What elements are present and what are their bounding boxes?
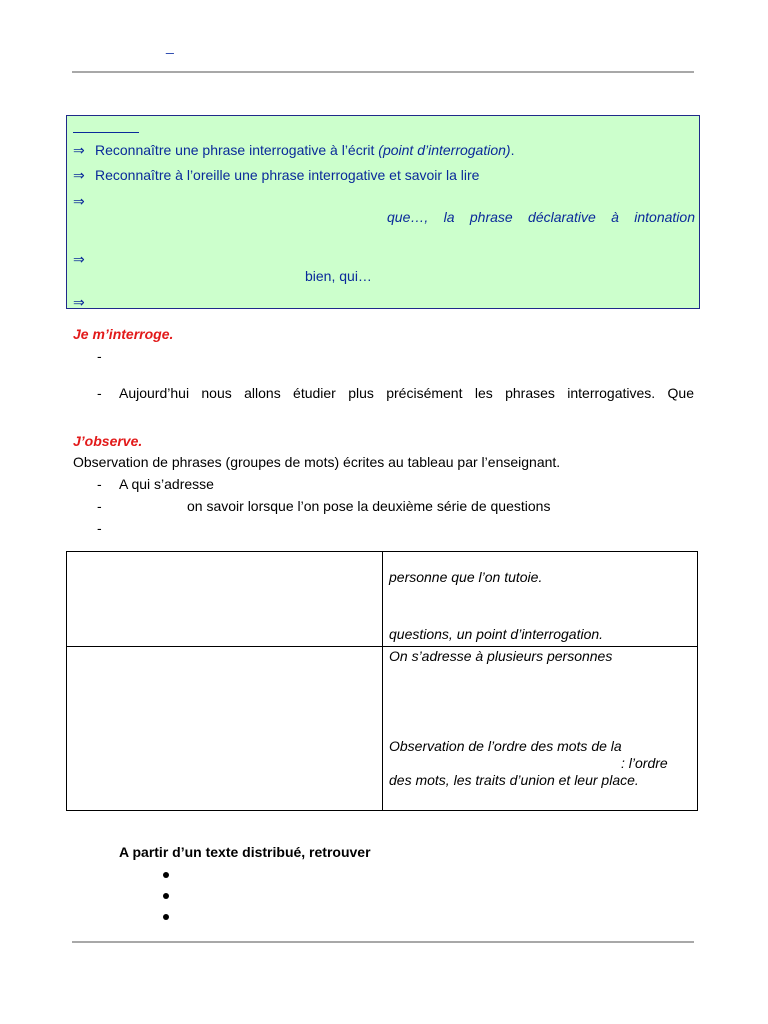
objectives-heading-underline (73, 132, 139, 133)
arrow-icon: ⇒ (73, 294, 85, 310)
table-cell (67, 647, 383, 811)
arrow-icon: ⇒ (73, 167, 85, 183)
table-cell-text: questions, un point d’interrogation. (389, 626, 604, 642)
section-title-je-minterroge: Je m’interroge. (73, 326, 174, 342)
list-dash: - (97, 385, 102, 401)
retrieval-heading: A partir d’un texte distribué, retrouver (119, 844, 371, 860)
section-title-jobserve: J’observe. (73, 433, 143, 449)
objective-2-text: Reconnaître à l’oreille une phrase interrogative et savoir la lire (95, 167, 480, 183)
objective-2 (73, 167, 479, 184)
table-row (67, 647, 698, 811)
table-cell-text: On s’adresse à plusieurs personnes (389, 648, 613, 664)
list-dash: - (97, 476, 102, 492)
objective-3-word: que…, (387, 209, 429, 225)
arrow-icon: ⇒ (73, 142, 85, 158)
section1-item-2 (119, 385, 694, 401)
table-cell (383, 552, 698, 647)
objective-4-arrow (73, 251, 95, 268)
objective-1-note: (point d’interrogation) (378, 142, 511, 158)
arrow-icon: ⇒ (73, 251, 85, 267)
objective-3-text (387, 209, 695, 225)
header-dash: _ (166, 38, 174, 54)
section1-item-2-text: Aujourd’hui nous allons étudier plus précisément les phrases interrogatives. Que (119, 385, 694, 401)
top-divider (72, 71, 694, 73)
bullet-icon (163, 872, 169, 878)
objective-3-word: la (443, 209, 455, 225)
objective-1-text: Reconnaître une phrase interrogative à l’écrit (95, 142, 375, 158)
list-dash: - (97, 498, 102, 514)
table-row (67, 552, 698, 647)
objective-1-end: . (510, 142, 515, 158)
bottom-divider (72, 941, 694, 943)
objectives-box (66, 115, 700, 309)
bullet-icon (163, 914, 169, 920)
section2-intro: Observation de phrases (groupes de mots) écrites au tableau par l’enseignant. (73, 454, 561, 470)
observation-table (66, 551, 698, 811)
objective-5-arrow (73, 294, 95, 311)
section2-item-2: on savoir lorsque l’on pose la deuxième série de questions (187, 498, 551, 514)
table-cell-text: personne que l’on tutoie. (389, 569, 543, 585)
objective-1 (73, 142, 514, 159)
section2-item-1: A qui s’adresse (119, 476, 214, 492)
table-cell-text: des mots, les traits d’union et leur place. (389, 772, 639, 788)
bullet-icon (163, 893, 169, 899)
objective-4-text: bien, qui… (305, 268, 372, 284)
arrow-icon: ⇒ (73, 193, 85, 209)
table-cell (383, 647, 698, 811)
table-cell-text: : l’ordre (621, 755, 668, 771)
list-dash: - (97, 520, 102, 536)
objective-3-arrow (73, 193, 95, 210)
table-cell-text: Observation de l’ordre des mots de la (389, 738, 622, 754)
objective-3-word: phrase (469, 209, 513, 225)
objective-3-word: intonation (634, 209, 695, 225)
table-cell (67, 552, 383, 647)
objective-3-word: à (611, 209, 619, 225)
list-dash: - (97, 348, 102, 364)
objective-3-word: déclarative (528, 209, 596, 225)
